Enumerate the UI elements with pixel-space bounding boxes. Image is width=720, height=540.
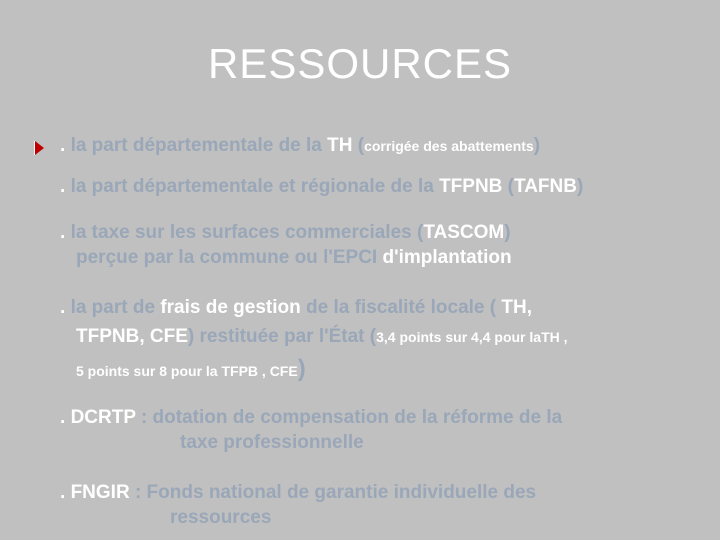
list-item: . la taxe sur les surfaces commerciales (TASCOM) perçue par la commune ou l'EPCI d'implantation <box>60 222 512 268</box>
list-item: . la part départementale et régionale de la TFPNB (TAFNB) <box>60 176 584 197</box>
list-item: . DCRTP : dotation de compensation de la réforme de la taxe professionnelle <box>60 407 563 453</box>
list-item: . la part départementale de la TH (corrigée des abattements) <box>60 135 541 156</box>
page-title: RESSOURCES <box>207 40 513 87</box>
list-item: . FNGIR : Fonds national de garantie individuelle des ressources <box>60 482 537 528</box>
triangle-arrow-icon <box>33 140 45 156</box>
list-item: . la part de frais de gestion de la fiscalité locale ( TH, TFPNB, CFE) restituée par l'État (3,4 points sur 4,4 pour laTH , 5 points sur 8 pour la TFPB , CFE) <box>60 297 568 382</box>
